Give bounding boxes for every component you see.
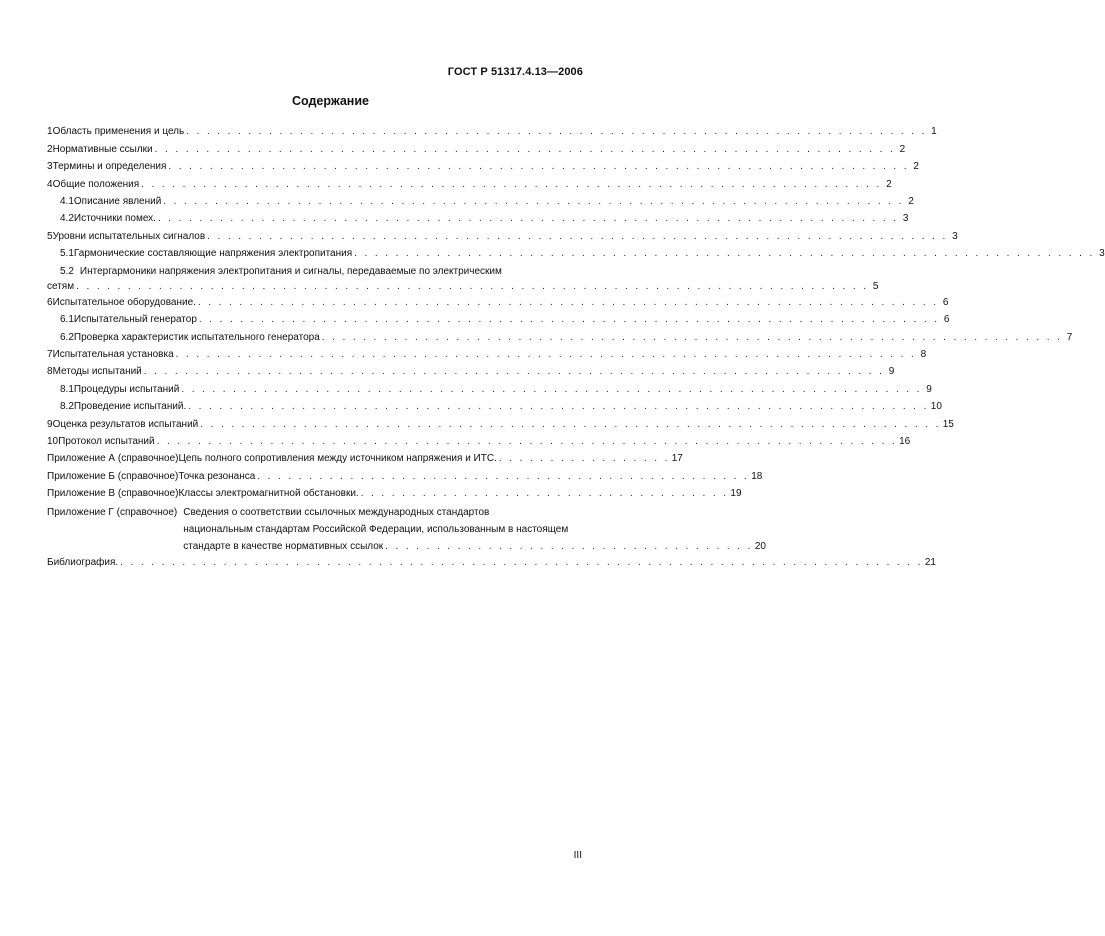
- document-code: ГОСТ Р 51317.4.13—2006: [447, 66, 583, 78]
- toc-entry-page: 19: [730, 488, 742, 500]
- toc-entry-label: Оценка результатов испытаний: [52, 418, 199, 430]
- leader-dots: . . . . . . . . . . . . . . . . . . . . . . . . . . . . . . . . . . . . . . . . . . . . . . . . . . . . . . . . . . . . . . . . . . . . . . . .: [156, 436, 898, 448]
- toc-entry-label: Точка резонанса: [178, 470, 256, 482]
- leader-dots: . . . . . . . . . . . . . . . . . . . . . . . . . . . . . . . . . . . . . . . . . . . . . . . . . . . . . . . . . . . . . . . . . . . . . . . .: [207, 230, 948, 242]
- toc-entry-label-continued: сетям: [47, 280, 75, 292]
- toc-entry-number: 7: [47, 349, 53, 361]
- leader-dots: . . . . . . . . . . . . . . . . . . . . . . . . . . . . . . . . . . . . . . . . . . . . . . . . . . . . . . . . . . . . . . . . . . . . . . . .: [163, 195, 904, 207]
- leader-dots: . . . . . . . . . . . . . . . . .: [498, 453, 670, 465]
- toc-entry-page: 9: [926, 383, 932, 395]
- toc-entry-page: 2: [908, 195, 914, 207]
- toc-subentry[interactable]: [47, 396, 942, 413]
- toc-entry-page: 3: [1099, 248, 1105, 260]
- appendix-head: Приложение А (справочное): [47, 453, 179, 465]
- toc-entry-label: Термины и определения: [52, 161, 167, 173]
- toc-bibliography[interactable]: [47, 552, 936, 569]
- toc-entry-page: 15: [942, 418, 954, 430]
- toc-appendix[interactable]: [47, 500, 766, 552]
- toc-entry-number: 6: [47, 296, 53, 308]
- toc-entry-number: 9: [47, 418, 53, 430]
- leader-dots: . . . . . . . . . . . . . . . . . . . . . . . . . . . . . . . . . . . . . . . . . . . . . . . . . . . . . . . . . . . . . . . . . . . . . . . .: [141, 178, 882, 190]
- toc-entry-number: 5: [47, 230, 53, 242]
- toc-entry-page: 21: [924, 556, 936, 568]
- toc-appendix[interactable]: [47, 465, 763, 482]
- toc-subentry[interactable]: [47, 326, 1073, 343]
- toc-entry-page: 3: [902, 213, 909, 225]
- toc-entry-label: Описание явлений: [73, 195, 162, 207]
- toc-entry-page: 1: [931, 126, 937, 138]
- toc-entry-label: Испытательное оборудование.: [52, 296, 196, 308]
- toc-entry-number: 3: [47, 161, 53, 173]
- toc-entry[interactable]: [47, 361, 895, 378]
- toc-entry[interactable]: [47, 156, 919, 173]
- leader-dots: . . . . . . . . . . . . . . . . . . . . . . . . . . . . . . . . . . . . . . . . . . . . . . . . . . . . . . . . . . . . . . . . . . . . . . . .: [168, 161, 909, 173]
- leader-dots: . . . . . . . . . . . . . . . . . . . . . . . . . . . . . . . . . . . . . . . . . . . . . . . . . . . . . . . . . . . . . . . . . . . . . . . . . . . . .: [76, 280, 869, 292]
- toc-entry-label: Интергармоники напряжения электропитания и сигналы, передаваемые по электрическим: [79, 265, 502, 277]
- leader-dots: . . . . . . . . . . . . . . . . . . . . . . . . . . . . . . . . . . . . . . . . . . . . . . . . . . . . . . . . . . . . . . . . . . . . . . . .: [181, 383, 922, 395]
- toc-entry-number: 1: [47, 126, 53, 138]
- leader-dots: . . . . . . . . . . . . . . . . . . . . . . . . . . . . . . . . . . . . . . . . . . . . . . . . . . . . . . . . . . . . . . . . . . . . . . . .: [188, 401, 929, 413]
- toc-entry-number: 5.1: [60, 248, 74, 260]
- toc-entry[interactable]: [47, 138, 906, 155]
- toc-subentry[interactable]: [47, 243, 1105, 260]
- toc-entry-page: 16: [899, 436, 911, 448]
- leader-dots: . . . . . . . . . . . . . . . . . . . . . . . . . . . . . . . . . . . . . . . . . . . . . . . . . . . . . . . . . . . . . . . . . . . . . . . .: [200, 418, 941, 430]
- toc-entry-page: 18: [751, 470, 763, 482]
- leader-dots: . . . . . . . . . . . . . . . . . . . . . . . . . . . . . . . . . . . . . . . . . . . . . . . . . . . . . . . . . . . . . . . . . . . . . . . .: [154, 143, 896, 155]
- leader-dots: . . . . . . . . . . . . . . . . . . . . . . . . . . . . . . . . . . . . . . . . . . . . . . . . . . . . . . . . . . . . . . . . . . . . . . . .: [321, 331, 1063, 343]
- toc-entry-label: Источники помех.: [73, 213, 156, 225]
- toc-appendix[interactable]: [47, 483, 742, 500]
- toc-entry[interactable]: [47, 173, 892, 190]
- toc-entry-label: Испытательный генератор: [73, 314, 197, 326]
- toc-entry-page: 20: [754, 540, 766, 552]
- table-of-contents: [47, 121, 1105, 569]
- toc-entry-page: 2: [913, 161, 919, 173]
- toc-entry[interactable]: [47, 292, 949, 309]
- toc-entry-number: 6.2: [60, 331, 74, 343]
- leader-dots: . . . . . . . . . . . . . . . . . . . . . . . . . . . . . . . . . . . . . . . . . . . . . . . . . . . . . . . . . . . . . . . . . . . . . . . .: [354, 248, 1095, 260]
- toc-entry-number: 4.1: [60, 195, 74, 207]
- toc-entry-label: Цепь полного сопротивления между источником напряжения и ИТС.: [178, 453, 497, 465]
- toc-entry-page: 2: [899, 143, 906, 155]
- toc-subentry[interactable]: [47, 191, 914, 208]
- toc-entry-number: 8.1: [60, 383, 74, 395]
- toc-entry[interactable]: [47, 121, 937, 138]
- toc-entry-label: Проведение испытаний.: [73, 401, 187, 413]
- toc-entry-label: Сведения о соответствии ссылочных международных стандартов: [183, 506, 490, 518]
- leader-dots: . . . . . . . . . . . . . . . . . . . . . . . . . . . . . . . . . . . . . . . . . . . . . . . . . . . . . . . . . . . . . . . . . . . . . . . .: [197, 296, 939, 308]
- toc-entry-label-continued: стандарте в качестве нормативных ссылок: [183, 540, 384, 552]
- toc-entry-label: Процедуры испытаний: [73, 383, 180, 395]
- toc-entry[interactable]: [47, 225, 958, 242]
- page-title: Содержание: [291, 94, 369, 108]
- leader-dots: . . . . . . . . . . . . . . . . . . . . . . . . . . . . . . . . . . . . . . . . . . . . . . . . . . . . . . . . . . . . . . . . . . . . . . . .: [143, 366, 885, 378]
- toc-entry-number: 5.2: [60, 265, 74, 277]
- leader-dots: . . . . . . . . . . . . . . . . . . . . . . . . . . . . . . . . . . . . . . . . . . . . . . . . . . . . . . . . . . . . . . . . . . . . . . . . . . . . . .: [120, 556, 923, 568]
- toc-entry-page: 17: [671, 453, 683, 465]
- toc-entry-number: 8.2: [60, 401, 74, 413]
- toc-entry-page: 6: [943, 314, 950, 326]
- toc-entry-number: 2: [47, 143, 53, 155]
- toc-entry-page: 7: [1066, 331, 1073, 343]
- toc-entry-number: 8: [47, 366, 53, 378]
- toc-entry-number: 6.1: [60, 314, 74, 326]
- toc-entry-label: Общие положения: [52, 178, 140, 190]
- toc-entry-page: 9: [888, 366, 895, 378]
- leader-dots: . . . . . . . . . . . . . . . . . . . . . . . . . . . . . . . . . . . . . . . . . . . . . . . . . . . . . . . . . . . . . . . . . . . . . . . .: [157, 213, 899, 225]
- toc-entry-page: 10: [930, 401, 942, 413]
- toc-entry-label: Нормативные ссылки: [52, 143, 153, 155]
- toc-entry-label: Проверка характеристик испытательного генератора: [73, 331, 320, 343]
- toc-entry-page: 5: [872, 280, 879, 292]
- leader-dots: . . . . . . . . . . . . . . . . . . . . . . . . . . . . . . . . . . . .: [360, 488, 729, 500]
- leader-dots: . . . . . . . . . . . . . . . . . . . . . . . . . . . . . . . . . . . . . . . . . . . . . . . . . . . . . . . . . . . . . . . . . . . . . . . .: [186, 126, 927, 138]
- appendix-head: Приложение Г (справочное): [47, 506, 178, 518]
- toc-entry-number: 10: [47, 436, 59, 448]
- leader-dots: . . . . . . . . . . . . . . . . . . . . . . . . . . . . . . . . . . . . . . . . . . . . . . . . . . . . . . . . . . . . . . . . . . . . . . . .: [175, 349, 917, 361]
- toc-entry-label-continued: национальным стандартам Российской Федерации, использованным в настоящем: [183, 523, 569, 535]
- leader-dots: . . . . . . . . . . . . . . . . . . . . . . . . . . . . . . . . . . . . . . . . . . . . . . . . . . . . . . . . . . . . . . . . . . . . . . . .: [198, 314, 940, 326]
- toc-entry-label: Классы электромагнитной обстановки.: [178, 488, 359, 500]
- toc-entry[interactable]: [47, 344, 927, 361]
- toc-entry-label: Область применения и цель: [52, 126, 185, 138]
- toc-entry-number: 4: [47, 178, 53, 190]
- leader-dots: . . . . . . . . . . . . . . . . . . . . . . . . . . . . . . . . . . . .: [385, 540, 753, 552]
- page-number: III: [573, 850, 582, 861]
- appendix-head: Приложение Б (справочное): [47, 470, 179, 482]
- toc-entry-page: 2: [886, 178, 892, 190]
- toc-subentry[interactable]: [47, 208, 909, 225]
- toc-subentry[interactable]: [47, 260, 879, 292]
- toc-entry[interactable]: [47, 413, 954, 430]
- toc-entry[interactable]: [47, 431, 911, 448]
- toc-entry-label: Гармонические составляющие напряжения электропитания: [73, 248, 353, 260]
- toc-subentry[interactable]: [47, 378, 932, 395]
- toc-entry-page: 3: [952, 230, 958, 242]
- toc-entry-page: 8: [920, 349, 927, 361]
- toc-entry-page: 6: [942, 296, 949, 308]
- toc-entry-number: 4.2: [60, 213, 74, 225]
- appendix-head: Приложение В (справочное): [47, 488, 179, 500]
- toc-appendix[interactable]: [47, 448, 683, 465]
- toc-entry-label: Методы испытаний: [52, 366, 142, 378]
- toc-entry-label: Протокол испытаний: [58, 436, 155, 448]
- toc-subentry[interactable]: [47, 309, 950, 326]
- toc-entry-label: Библиография.: [47, 556, 119, 568]
- toc-entry-label: Уровни испытательных сигналов: [52, 230, 206, 242]
- leader-dots: . . . . . . . . . . . . . . . . . . . . . . . . . . . . . . . . . . . . . . . . . . . . . . . .: [257, 470, 750, 482]
- toc-entry-label: Испытательная установка: [52, 349, 174, 361]
